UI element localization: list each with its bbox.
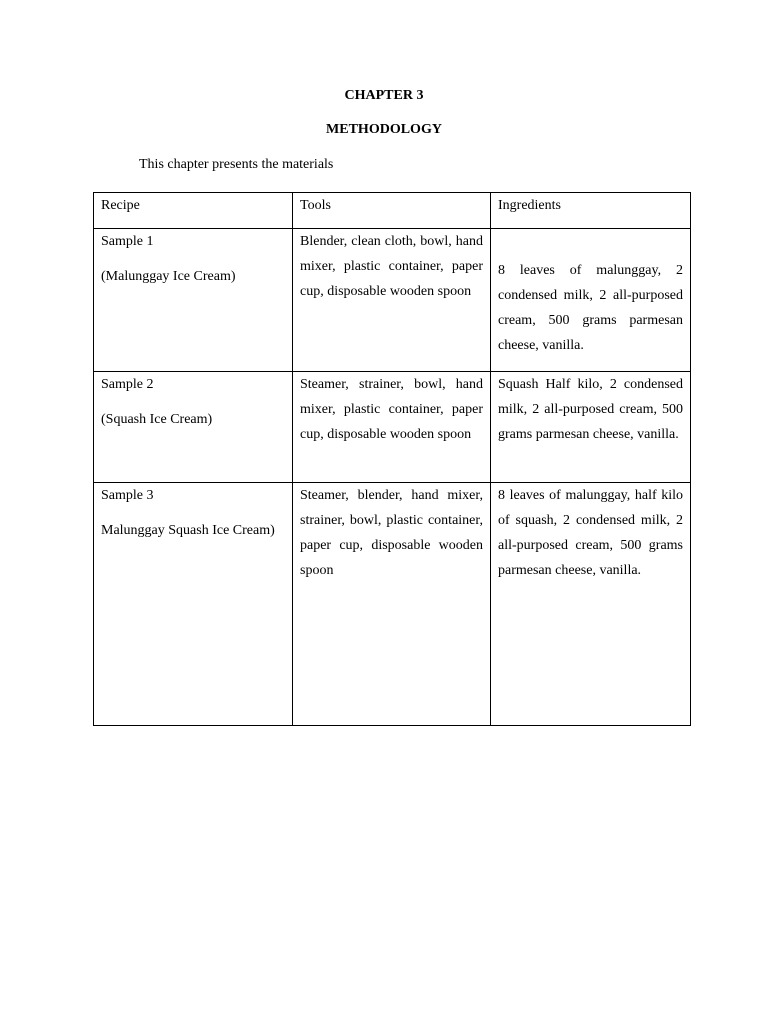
section-heading: METHODOLOGY: [326, 122, 442, 137]
chapter-heading: CHAPTER 3: [344, 88, 424, 103]
tools-cell: [293, 372, 491, 483]
sample-label: Sample 1: [101, 234, 154, 249]
tools-cell: [293, 483, 491, 726]
recipe-name: Malunggay Squash Ice Cream): [101, 523, 275, 538]
table-row: [94, 483, 691, 726]
header-ingredients: Ingredients: [491, 193, 691, 229]
tools-text: Steamer, blender, hand mixer, strainer, bowl, plastic container, paper cup, disposable wooden spoon: [300, 488, 483, 578]
tools-cell: [293, 229, 491, 372]
sample-label: Sample 2: [101, 377, 154, 392]
header-recipe: Recipe: [94, 193, 293, 229]
recipe-cell: [94, 483, 293, 726]
recipe-name: (Malunggay Ice Cream): [101, 269, 236, 284]
ingredients-text: Squash Half kilo, 2 condensed milk, 2 all-purposed cream, 500 grams parmesan cheese, vanilla.: [498, 377, 683, 442]
recipe-cell: [94, 229, 293, 372]
table-row: [94, 372, 691, 483]
table-row: [94, 229, 691, 372]
header-tools: Tools: [293, 193, 491, 229]
ingredients-text: 8 leaves of malunggay, half kilo of squash, 2 condensed milk, 2 all-purposed cream, 500 grams parmesan cheese, vanilla.: [498, 488, 683, 578]
ingredients-cell: [491, 372, 691, 483]
table-header-row: [94, 193, 691, 229]
tools-text: Steamer, strainer, bowl, hand mixer, plastic container, paper cup, disposable wooden spoon: [300, 377, 483, 442]
ingredients-cell: [491, 483, 691, 726]
tools-text: Blender, clean cloth, bowl, hand mixer, plastic container, paper cup, disposable wooden spoon: [300, 234, 483, 299]
ingredients-cell: [491, 229, 691, 372]
sample-label: Sample 3: [101, 488, 154, 503]
recipe-name: (Squash Ice Cream): [101, 412, 213, 427]
materials-table: [93, 192, 691, 726]
ingredients-text: 8 leaves of malunggay, 2 condensed milk, 2 all-purposed cream, 500 grams parmesan cheese, vanilla.: [498, 263, 683, 353]
recipe-cell: [94, 372, 293, 483]
intro-paragraph: This chapter presents the materials: [139, 157, 334, 172]
